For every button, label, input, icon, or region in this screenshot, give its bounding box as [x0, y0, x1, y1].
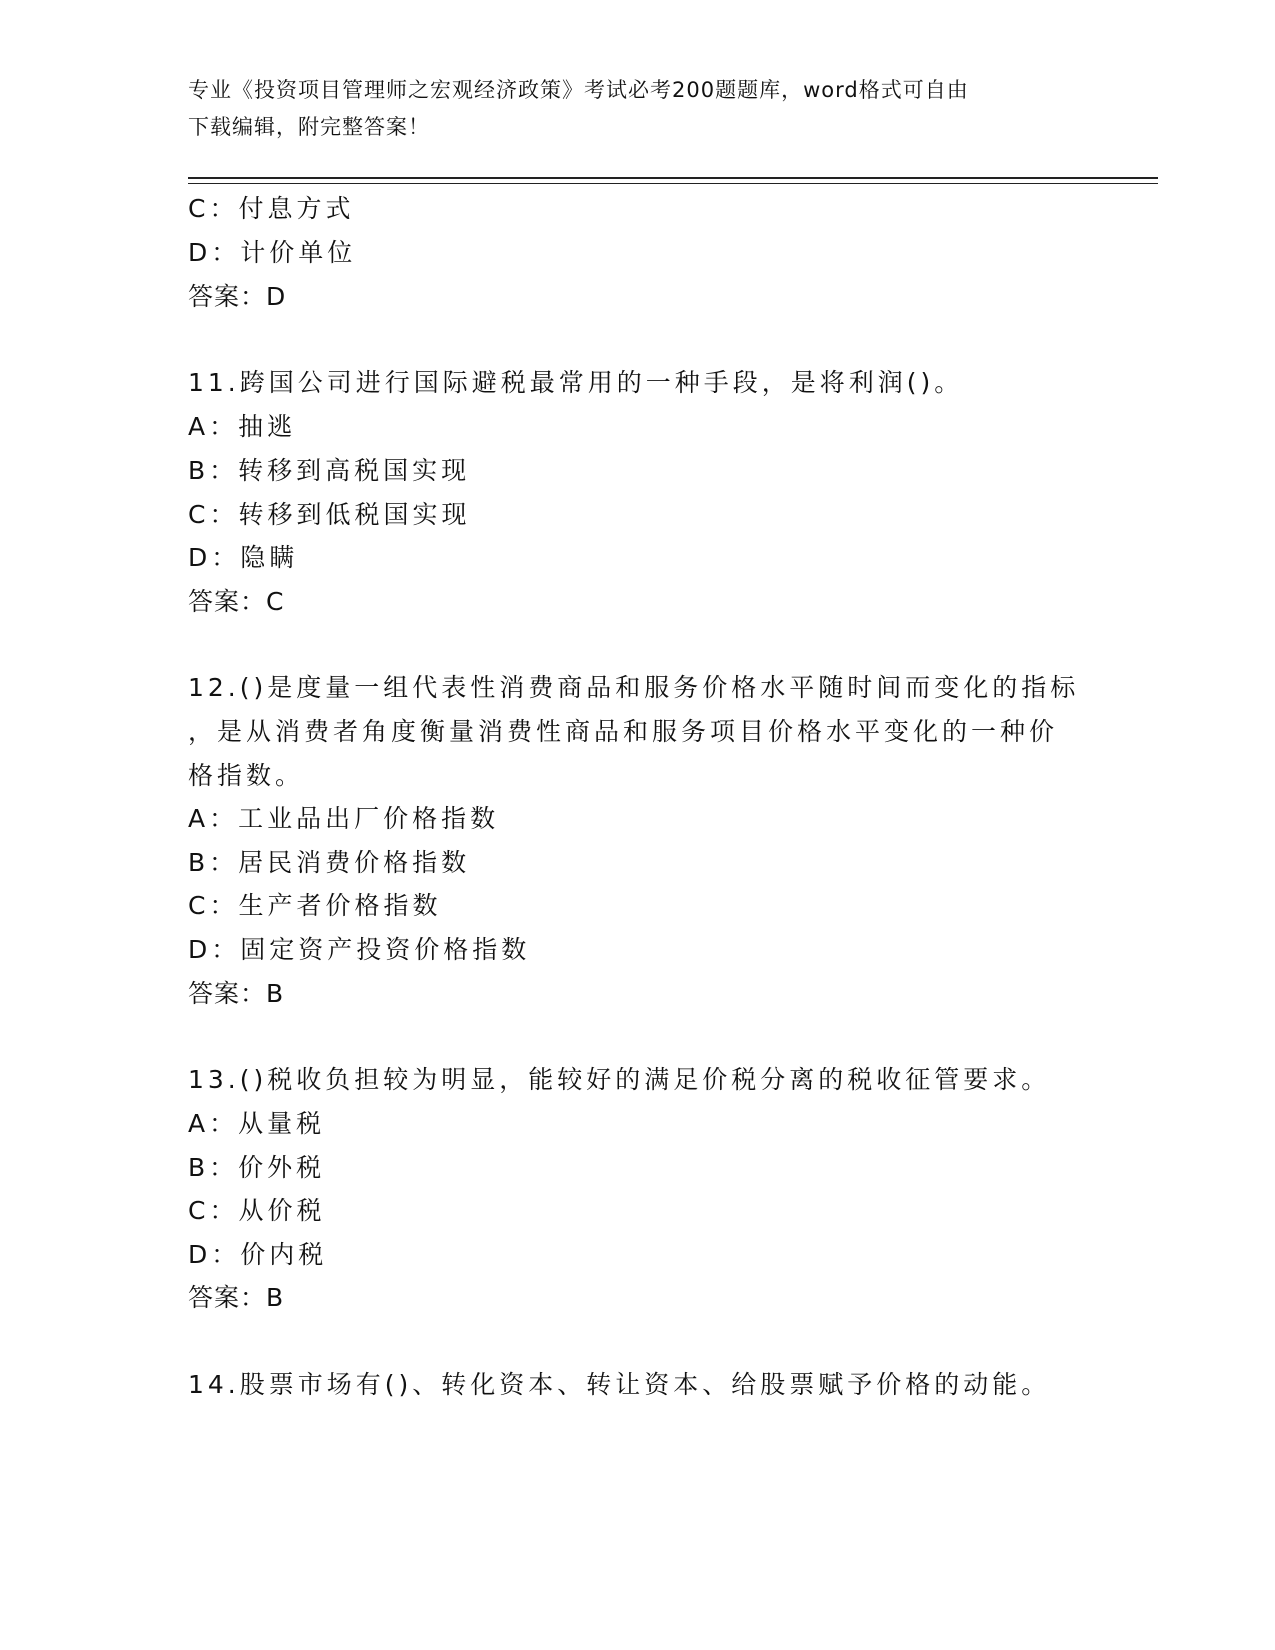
q14-stem: 14.股票市场有()、转化资本、转让资本、给股票赋予价格的动能。 — [188, 1370, 1051, 1399]
q12-stem-line-1: 12.()是度量一组代表性消费商品和服务价格水平随时间而变化的指标 — [188, 673, 1080, 702]
q12-answer: 答案：B — [188, 979, 285, 1008]
q12-stem-line-3: 格指数。 — [188, 761, 305, 790]
q11-option-c: C：转移到低税国实现 — [188, 500, 471, 529]
header-line-1: 专业《投资项目管理师之宏观经济政策》考试必考200题题库，word格式可自由 — [188, 78, 969, 102]
q11-stem: 11.跨国公司进行国际避税最常用的一种手段，是将利润()。 — [188, 368, 964, 397]
header-divider-thick — [188, 177, 1158, 179]
q13-option-b: B：价外税 — [188, 1153, 326, 1182]
document-header — [188, 72, 1088, 146]
q13-option-d: D：价内税 — [188, 1240, 328, 1269]
q10-option-d: D：计价单位 — [188, 238, 357, 267]
q11-option-b: B：转移到高税国实现 — [188, 456, 471, 485]
header-line-2: 下载编辑，附完整答案！ — [188, 115, 430, 139]
q13-option-c: C：从价税 — [188, 1196, 326, 1225]
q12-option-a: A：工业品出厂价格指数 — [188, 804, 500, 833]
q10-option-c: C：付息方式 — [188, 194, 355, 223]
q10-answer: 答案：D — [188, 282, 287, 311]
q12-option-d: D：固定资产投资价格指数 — [188, 935, 531, 964]
q11-answer: 答案：C — [188, 587, 285, 616]
q11-option-d: D：隐瞒 — [188, 543, 299, 572]
q12-option-c: C：生产者价格指数 — [188, 891, 442, 920]
q13-answer: 答案：B — [188, 1283, 285, 1312]
header-divider-thin — [188, 183, 1158, 184]
q12-option-b: B：居民消费价格指数 — [188, 848, 471, 877]
q12-stem-line-2: ，是从消费者角度衡量消费性商品和服务项目价格水平变化的一种价 — [188, 717, 1059, 746]
q11-option-a: A：抽逃 — [188, 412, 297, 441]
q13-stem: 13.()税收负担较为明显，能较好的满足价税分离的税收征管要求。 — [188, 1065, 1051, 1094]
q13-option-a: A：从量税 — [188, 1109, 326, 1138]
